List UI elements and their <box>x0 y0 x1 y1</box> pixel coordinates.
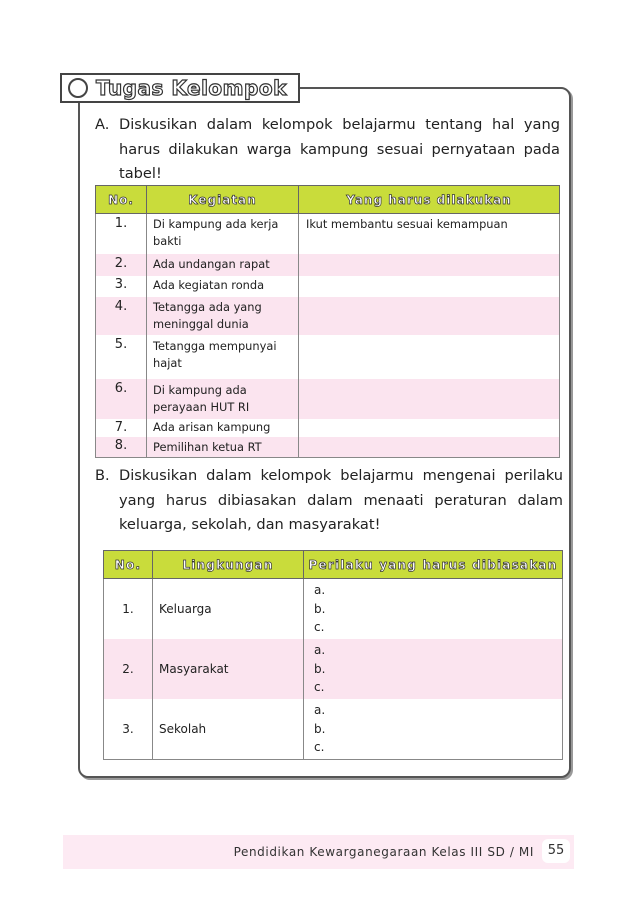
circle-icon <box>68 78 88 98</box>
task-title: Tugas Kelompok <box>96 76 287 100</box>
row-no: 4. <box>96 297 147 335</box>
answer-a-label: a. <box>314 583 326 597</box>
row-no: 7. <box>96 419 147 437</box>
answer-a-label: a. <box>314 703 326 717</box>
page-number: 55 <box>542 839 570 863</box>
page-footer <box>63 835 574 869</box>
table-row <box>96 379 560 419</box>
header-lingkungan: Lingkungan <box>153 551 304 579</box>
row-kegiatan: Ada arisan kampung <box>147 419 299 437</box>
row-kegiatan: Ada undangan rapat <box>147 254 299 276</box>
row-no: 2. <box>96 254 147 276</box>
row-no: 6. <box>96 379 147 419</box>
table-row <box>96 419 560 437</box>
table-row <box>104 699 563 760</box>
instruction-b <box>95 464 563 538</box>
table-row <box>96 214 560 254</box>
header-no: No. <box>104 551 153 579</box>
row-no: 5. <box>96 335 147 379</box>
answer-a-label: a. <box>314 643 326 657</box>
row-answer[interactable] <box>299 276 560 297</box>
table-row <box>104 639 563 699</box>
row-answers[interactable] <box>304 579 563 640</box>
row-kegiatan: Di kampung ada perayaan HUT RI <box>147 379 299 419</box>
footer-caption: Pendidikan Kewarganegaraan Kelas III SD / MI <box>233 845 534 859</box>
answer-b-label: b. <box>314 601 326 616</box>
header-no: No. <box>96 186 147 214</box>
row-no: 1. <box>96 214 147 254</box>
row-answer[interactable] <box>299 419 560 437</box>
row-answer[interactable] <box>299 437 560 458</box>
table-row <box>96 335 560 379</box>
row-no: 8. <box>96 437 147 458</box>
table-row <box>96 276 560 297</box>
row-no: 1. <box>104 579 153 640</box>
row-answer[interactable]: Ikut membantu sesuai kemampuan <box>299 214 560 254</box>
instruction-a-letter: A. <box>95 116 110 133</box>
header-yang-harus-dilakukan: Yang harus dilakukan <box>299 186 560 214</box>
behavior-table <box>103 550 563 760</box>
table-header-row <box>96 186 560 214</box>
answer-b-label: b. <box>314 721 326 736</box>
row-no: 3. <box>96 276 147 297</box>
table-header-row <box>104 551 563 579</box>
row-kegiatan: Tetangga mempunyai hajat <box>147 335 299 379</box>
answer-c-label: c. <box>314 680 325 694</box>
answer-c-label: c. <box>314 620 325 634</box>
row-lingkungan: Sekolah <box>153 699 304 760</box>
row-answers[interactable] <box>304 639 563 699</box>
instruction-b-letter: B. <box>95 467 110 484</box>
instruction-b-text: Diskusikan dalam kelompok belajarmu mengenai perilaku yang harus dibiasakan dalam menaati peraturan dalam keluarga, sekolah, dan masyarakat! <box>119 467 563 533</box>
row-kegiatan: Tetangga ada yang meninggal dunia <box>147 297 299 335</box>
row-no: 3. <box>104 699 153 760</box>
answer-c-label: c. <box>314 740 325 754</box>
header-kegiatan: Kegiatan <box>147 186 299 214</box>
instruction-a <box>95 113 560 187</box>
table-row <box>96 437 560 458</box>
row-answer[interactable] <box>299 254 560 276</box>
row-kegiatan: Ada kegiatan ronda <box>147 276 299 297</box>
row-lingkungan: Keluarga <box>153 579 304 640</box>
activities-table <box>95 185 560 458</box>
row-answers[interactable] <box>304 699 563 760</box>
table-row <box>104 579 563 640</box>
row-no: 2. <box>104 639 153 699</box>
row-kegiatan: Di kampung ada kerja bakti <box>147 214 299 254</box>
instruction-a-text: Diskusikan dalam kelompok belajarmu tentang hal yang harus dilakukan warga kampung sesuai pernyataan pada tabel! <box>119 116 560 182</box>
row-answer[interactable] <box>299 379 560 419</box>
table-row <box>96 297 560 335</box>
task-title-tab <box>60 73 300 103</box>
row-answer[interactable] <box>299 335 560 379</box>
table-row <box>96 254 560 276</box>
row-answer[interactable] <box>299 297 560 335</box>
header-perilaku: Perilaku yang harus dibiasakan <box>304 551 563 579</box>
row-lingkungan: Masyarakat <box>153 639 304 699</box>
answer-b-label: b. <box>314 661 326 676</box>
row-kegiatan: Pemilihan ketua RT <box>147 437 299 458</box>
